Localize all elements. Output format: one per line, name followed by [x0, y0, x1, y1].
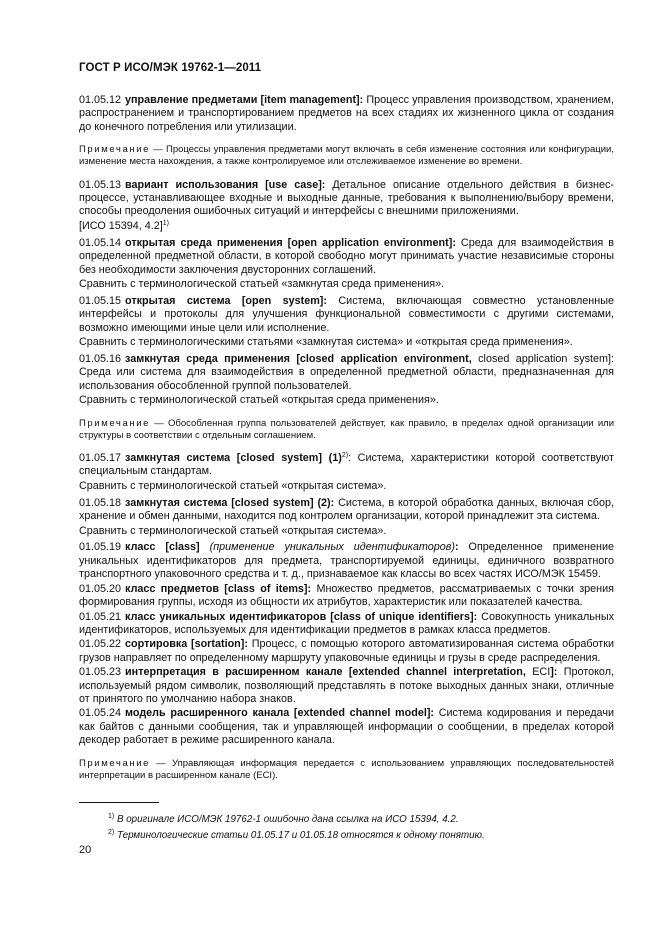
- footnote-mark: 1): [108, 813, 115, 820]
- entry-term: открытая среда применения [open application environment]:: [125, 236, 456, 249]
- entry-definition: Система, включающая совместно установленные интерфейсы и протоколы для улучшения функциональной совместимости с другими системами, возможно имеющими иные цели или исполнение.: [79, 294, 614, 334]
- entry-01-05-18: [79, 497, 614, 524]
- note-label: Примечание: [79, 757, 150, 769]
- entry-01-05-21: [79, 611, 614, 638]
- entry-number: 01.05.20: [79, 582, 122, 595]
- entry-term-tail: closed application system]: [471, 353, 611, 365]
- entry-definition: : Среда или система для взаимодействия в определенной предметной области, предназначенная для использования обособленной группой пользователей.: [79, 353, 614, 392]
- note-label: Примечание: [79, 417, 150, 429]
- entry-01-05-24: [79, 707, 614, 747]
- note-eci: [79, 758, 614, 782]
- entry-term: замкнутая система [closed system] (1): [125, 452, 342, 465]
- entry-number: 01.05.13: [79, 178, 122, 191]
- entry-number: 01.05.12: [79, 94, 122, 106]
- see-also: Сравнить с терминологическими статьями «замкнутая система» и «открытая среда применения».: [79, 336, 573, 349]
- note-text: — Управляющая информация передается с использованием управляющих последовательностей интерпретации в расширенном канале (ECI).: [79, 757, 614, 781]
- entry-01-05-17: [79, 452, 614, 479]
- entry-definition: Совокупность уникальных идентификаторов, используемых для идентификации предметов в рамках класса предметов.: [79, 610, 614, 636]
- footnote-marker: 1): [162, 219, 169, 227]
- see-also: Сравнить с терминологической статьей «открытая среда применения».: [79, 394, 439, 407]
- entry-term: вариант использования [use case]:: [125, 178, 326, 191]
- entry-number: 01.05.14: [79, 236, 122, 249]
- entry-term: модель расширенного канала [extended channel model]:: [125, 707, 435, 720]
- entry-01-05-20: [79, 583, 614, 610]
- entry-number: 01.05.21: [79, 610, 122, 623]
- entry-term: класс предметов [class of items]:: [125, 582, 312, 595]
- see-also: Сравнить с терминологической статьей «замкнутая среда применения».: [79, 277, 445, 290]
- entry-term-plain: ECI: [525, 666, 551, 679]
- entry-01-05-14: [79, 237, 614, 277]
- entry-number: 01.05.17: [79, 452, 122, 465]
- entry-term: сортировка [sortation]:: [125, 638, 248, 651]
- entry-term: управление предметами [item management]:: [125, 94, 364, 106]
- footnote-separator: [79, 802, 159, 803]
- entry-definition: Среда для взаимодействия в определенной предметной области, в которой свободно могут принимать участие независимые стороны без необходимости заключения двусторонних соглашений.: [79, 236, 614, 276]
- note-text: — Обособленная группа пользователей действует, как правило, в пределах одной организации или структуры в соответствии с отдельным соглашением.: [79, 417, 614, 441]
- footnote-text: Терминологические статьи 01.05.17 и 01.05.18 относятся к одному понятию.: [114, 830, 485, 841]
- footnote-mark: 2): [108, 829, 115, 836]
- entry-01-05-16: [79, 353, 614, 393]
- entry-number: 01.05.23: [79, 666, 122, 679]
- entry-01-05-12: [79, 94, 614, 134]
- note-closed-group: [79, 418, 614, 442]
- note-label: Примечание: [79, 144, 150, 156]
- entry-term: замкнутая система [closed system] (2):: [125, 496, 335, 509]
- entry-number: 01.05.16: [79, 353, 122, 365]
- entry-01-05-13: [79, 179, 614, 219]
- entry-01-05-22: [79, 638, 614, 665]
- entry-number: 01.05.15: [79, 294, 122, 307]
- entry-colon: ]:: [550, 666, 558, 679]
- footnote-marker: 2): [341, 452, 349, 460]
- entry-number: 01.05.24: [79, 707, 122, 720]
- document-body: [79, 94, 614, 792]
- entry-01-05-15: [79, 295, 614, 335]
- entry-term: класс [class]: [125, 541, 200, 554]
- entry-definition: Множество предметов, рассматриваемых с точки зрения формирования группы, исходя из общности их атрибутов, характеристик или показателей качества.: [79, 582, 615, 609]
- entry-01-05-19: [79, 541, 614, 581]
- footnotes: [108, 812, 608, 844]
- entry-definition: Определенное применение уникальных идентификаторов для предмета, транспортируемой единицы, единичного возвратного транспортного упаковочного средства и т. д., признаваемое как классы во всех частях ИСО/МЭК 15459.: [79, 541, 615, 581]
- see-also: Сравнить с терминологической статьей «открытая система».: [79, 479, 387, 492]
- entry-number: 01.05.22: [79, 638, 122, 651]
- document-header: ГОСТ Р ИСО/МЭК 19762-1—2011: [79, 62, 262, 74]
- reference-text: [ИСО 15394, 4.2]: [79, 219, 163, 232]
- footnote-1: [108, 812, 608, 828]
- entry-reference: [79, 220, 614, 233]
- page-number: 20: [79, 844, 92, 856]
- entry-definition: Процесс, с помощью которого автоматизированная система обработки грузов направляет по определенному маршруту упаковочные единицы и грузы в среде распределения.: [79, 638, 615, 664]
- entry-01-05-23: [79, 666, 614, 706]
- entry-term: класс уникальных идентификаторов [class of unique identifiers]:: [125, 610, 478, 623]
- entry-term: замкнутая среда применения [closed application environment,: [125, 353, 472, 365]
- see-also: Сравнить с терминологической статьей «открытая система».: [79, 524, 387, 537]
- footnote-text: В оригинале ИСО/МЭК 19762-1 ошибочно дана ссылка на ИСО 15394, 4.2.: [114, 814, 459, 825]
- entry-number: 01.05.19: [79, 541, 122, 554]
- entry-term: открытая система [open system]:: [125, 294, 327, 307]
- entry-definition: Система, в которой обработка данных, включая сбор, хранение и обмен данными, находится под контролем организации, которой принадлежит эта система.: [79, 496, 614, 523]
- entry-domain: (применение уникальных идентификаторов): [209, 541, 455, 554]
- entry-definition: Протокол, используемый рядом символик, позволяющий представлять в потоке выходных данных знаки, отличные от принятого по умолчанию набора знаков.: [79, 666, 615, 705]
- entry-definition: Система кодирования и передачи как байтов с данными сообщения, так и управляющей информации о сообщении, в пределах которой декодер работает в режиме расширенного канала.: [79, 707, 614, 747]
- entry-definition: Детальное описание отдельного действия в бизнес-процессе, устанавливающее входные и выходные данные, требования к выполнению/выбору времени, способы преодоления ошибочных ситуаций и интерфейсы с внешними приложениями.: [79, 178, 614, 218]
- footnote-2: [108, 828, 608, 844]
- entry-number: 01.05.18: [79, 496, 122, 509]
- note-text: — Процессы управления предметами могут включать в себя изменение состояния или конфигурации, изменение места нахождения, а также контролируемое или отслеживаемое изменение во времени.: [79, 144, 614, 168]
- entry-colon: :: [454, 541, 459, 554]
- entry-definition: Процесс управления производством, хранением, распространением и транспортированием предметов на всех стадиях их жизненного цикла от создания до конечного потребления или утилизации.: [79, 94, 614, 133]
- entry-term: интерпретация в расширенном канале [extended channel interpretation,: [125, 666, 526, 679]
- note-item-management: [79, 144, 614, 168]
- entry-definition: : Система, характеристики которой соответствуют специальным стандартам.: [79, 452, 614, 478]
